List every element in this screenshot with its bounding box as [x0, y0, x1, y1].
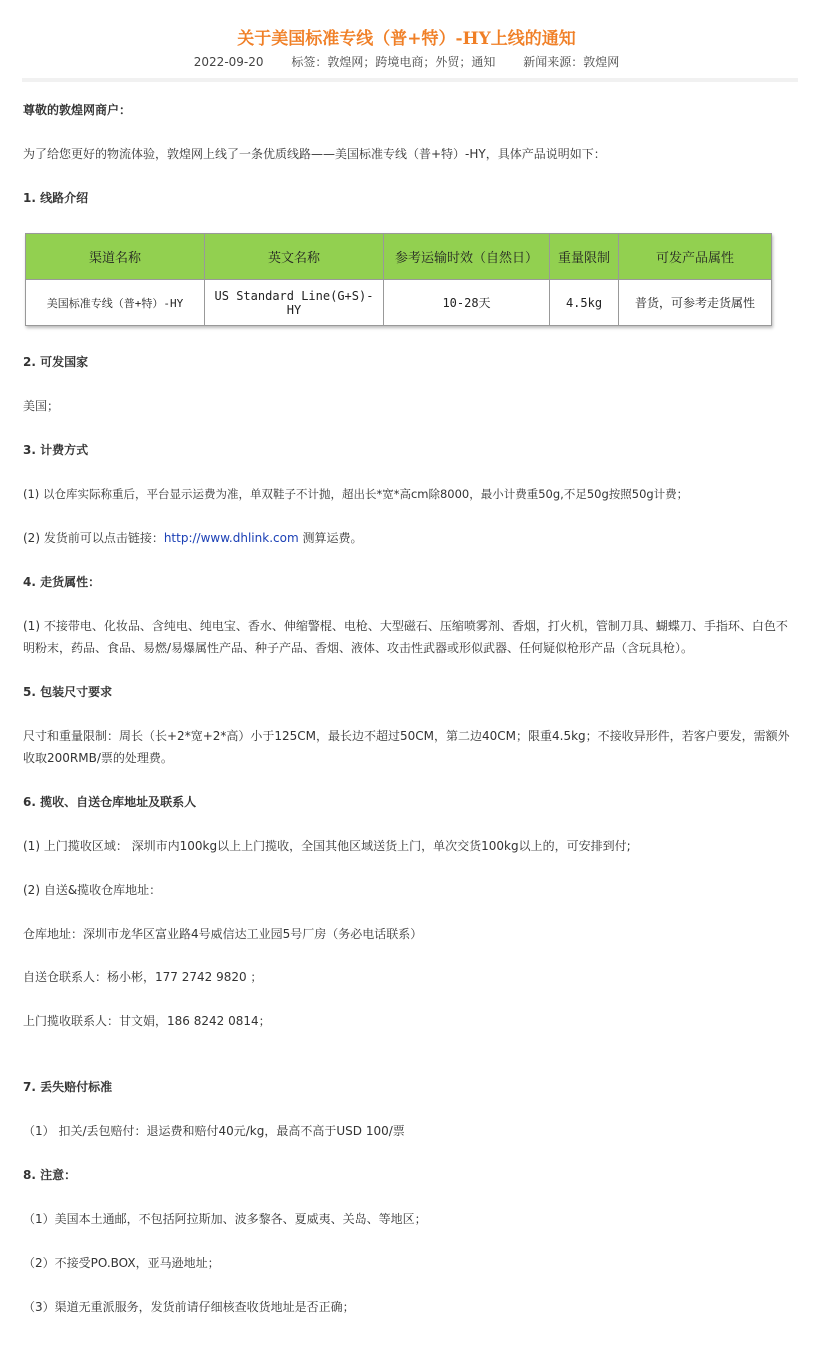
page-title: 关于美国标准专线（普+特）-HY上线的通知 — [237, 29, 576, 49]
column-header: 可发产品属性 — [619, 234, 772, 280]
link-prefix: (2) 发货前可以点击链接： — [23, 531, 164, 545]
tags: 标签：敦煌网；跨境电商；外贸；通知 — [291, 55, 496, 69]
column-header: 重量限制 — [550, 234, 619, 280]
paragraph: （1）美国本土通邮，不包括阿拉斯加、波多黎各、夏威夷、关岛、等地区； — [23, 1212, 427, 1226]
table-cell: 美国标准专线（普+特）-HY — [26, 280, 205, 326]
section-heading: 5. 包装尺寸要求 — [23, 685, 113, 699]
paragraph: 上门揽收联系人：甘文娟，186 8242 0814； — [23, 1014, 271, 1028]
table-cell: 普货，可参考走货属性 — [619, 280, 772, 326]
section-heading: 1. 线路介绍 — [23, 191, 89, 205]
table-cell: 10-28天 — [384, 280, 550, 326]
channel-table — [25, 233, 772, 326]
dhlink-link[interactable]: http://www.dhlink.com — [163, 531, 299, 545]
table-cell: US Standard Line(G+S)-HY — [205, 280, 384, 326]
table-row — [26, 280, 772, 326]
paragraph: (1) 上门揽收区域： 深圳市内100kg以上上门揽收，全国其他区域送货上门，单次交货100kg以上的，可安排到付; — [23, 839, 631, 853]
table-cell: 4.5kg — [550, 280, 619, 326]
paragraph: （1） 扣关/丢包赔付：退运费和赔付40元/kg，最高不高于USD 100/票 — [23, 1124, 405, 1138]
paragraph — [23, 527, 362, 549]
paragraph: （2）不接受PO.BOX，亚马逊地址； — [23, 1256, 220, 1270]
column-header: 英文名称 — [205, 234, 384, 280]
section-heading: 6. 揽收、自送仓库地址及联系人 — [23, 795, 197, 809]
section-heading: 8. 注意： — [23, 1168, 77, 1182]
paragraph: 仓库地址：深圳市龙华区富业路4号威信达工业园5号厂房（务必电话联系） — [23, 927, 423, 941]
paragraph: (1) 以仓库实际称重后，平台显示运费为准，单双鞋子不计抛，超出长*宽*高cm除8000，最小计费重50g,不足50g按照50g计费； — [23, 487, 689, 501]
section-heading: 3. 计费方式 — [23, 443, 89, 457]
intro-paragraph: 为了给您更好的物流体验，敦煌网上线了一条优质线路——美国标准专线（普+特）-HY，具体产品说明如下： — [23, 147, 606, 161]
greeting: 尊敬的敦煌网商户： — [23, 103, 132, 117]
section-heading: 4. 走货属性： — [23, 575, 101, 589]
paragraph: 自送仓联系人：杨小彬，177 2742 9820 ； — [23, 970, 263, 984]
column-header: 渠道名称 — [26, 234, 205, 280]
paragraph: (1) 不接带电、化妆品、含纯电、纯电宝、香水、伸缩警棍、电枪、大型磁石、压缩喷雾剂、香烟，打火机，管制刀具、蝴蝶刀、手指环、白色不明粉末，药品、食品、易燃/易爆属性产品、种子产品、香烟、液体、攻击性武器或形似武器、任何疑似枪形产品（含玩具枪）。 — [23, 619, 788, 655]
section-heading: 7. 丢失赔付标准 — [23, 1080, 113, 1094]
section-heading: 2. 可发国家 — [23, 355, 89, 369]
paragraph: 尺寸和重量限制：周长（长+2*宽+2*高）小于125CM，最长边不超过50CM，第二边40CM；限重4.5kg；不接收异形件，若客户要发，需额外收取200RMB/票的处理费。 — [23, 729, 790, 765]
paragraph: 美国； — [23, 399, 60, 413]
paragraph: （3）渠道无重派服务，发货前请仔细核查收货地址是否正确； — [23, 1300, 355, 1314]
paragraph: (2) 自送&揽收仓库地址： — [23, 883, 162, 897]
table-header-row — [26, 234, 772, 280]
article-meta — [0, 53, 813, 70]
divider — [22, 78, 798, 82]
column-header: 参考运输时效（自然日） — [384, 234, 550, 280]
publish-date: 2022-09-20 — [193, 55, 264, 69]
news-source: 新闻来源：敦煌网 — [523, 55, 620, 69]
link-suffix: 测算运费。 — [298, 531, 363, 545]
